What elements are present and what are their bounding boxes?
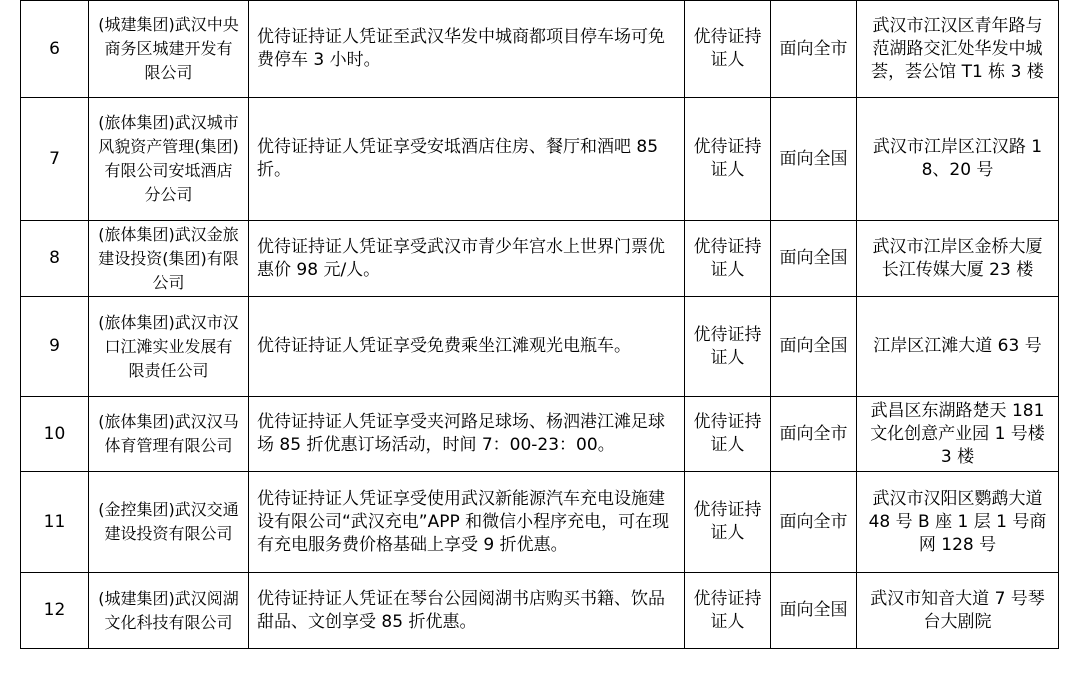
unit-name bbox=[89, 472, 249, 573]
benefit-description: 优待证持证人凭证至武汉华发中城商都项目停车场可免费停车 3 小时。 bbox=[249, 1, 685, 98]
benefits-table bbox=[20, 0, 1059, 649]
row-number: 11 bbox=[21, 472, 89, 573]
unit-name bbox=[89, 573, 249, 649]
benefit-description: 优待证持证人凭证享受免费乘坐江滩观光电瓶车。 bbox=[249, 297, 685, 397]
target-group: 优待证持证人 bbox=[685, 297, 771, 397]
address: 武汉市江岸区江汉路 18、20 号 bbox=[857, 98, 1059, 221]
target-group: 优待证持证人 bbox=[685, 98, 771, 221]
unit-name bbox=[89, 98, 249, 221]
target-group: 优待证持证人 bbox=[685, 573, 771, 649]
row-number: 9 bbox=[21, 297, 89, 397]
table-row bbox=[21, 573, 1059, 649]
unit-name-text: (旅体集团)武汉城市风貌资产管理(集团)有限公司安坻酒店分公司 bbox=[98, 113, 239, 204]
benefit-description: 优待证持证人凭证享受夹河路足球场、杨泗港江滩足球场 85 折优惠订场活动，时间 7：00-23：00。 bbox=[249, 397, 685, 472]
row-number: 6 bbox=[21, 1, 89, 98]
address: 武汉市汉阳区鹦鹉大道 48 号 B 座 1 层 1 号商网 128 号 bbox=[857, 472, 1059, 573]
unit-name-text: (城建集团)武汉阅湖文化科技有限公司 bbox=[98, 588, 239, 632]
scope: 面向全国 bbox=[771, 221, 857, 297]
unit-name-text: (旅体集团)武汉汉马体育管理有限公司 bbox=[98, 412, 239, 455]
unit-name-text: (城建集团)武汉中央商务区城建开发有限公司 bbox=[98, 15, 239, 82]
benefit-description: 优待证持证人凭证在琴台公园阅湖书店购买书籍、饮品甜品、文创享受 85 折优惠。 bbox=[249, 573, 685, 649]
benefit-description: 优待证持证人凭证享受使用武汉新能源汽车充电设施建设有限公司“武汉充电”APP 和微信小程序充电，可在现有充电服务费价格基础上享受 9 折优惠。 bbox=[249, 472, 685, 573]
table-row bbox=[21, 297, 1059, 397]
target-group: 优待证持证人 bbox=[685, 1, 771, 98]
table-row bbox=[21, 98, 1059, 221]
target-group: 优待证持证人 bbox=[685, 221, 771, 297]
scope: 面向全市 bbox=[771, 472, 857, 573]
scope: 面向全市 bbox=[771, 1, 857, 98]
unit-name bbox=[89, 397, 249, 472]
unit-name bbox=[89, 297, 249, 397]
table-row bbox=[21, 397, 1059, 472]
unit-name bbox=[89, 1, 249, 98]
target-group: 优待证持证人 bbox=[685, 472, 771, 573]
unit-name-text: (旅体集团)武汉市汉口江滩实业发展有限责任公司 bbox=[98, 312, 239, 380]
address: 武汉市江岸区金桥大厦长江传媒大厦 23 楼 bbox=[857, 221, 1059, 297]
scope: 面向全国 bbox=[771, 573, 857, 649]
table-row bbox=[21, 472, 1059, 573]
scope: 面向全国 bbox=[771, 297, 857, 397]
target-group: 优待证持证人 bbox=[685, 397, 771, 472]
unit-name-text: (金控集团)武汉交通建设投资有限公司 bbox=[98, 500, 239, 543]
benefit-description: 优待证持证人凭证享受武汉市青少年宫水上世界门票优惠价 98 元/人。 bbox=[249, 221, 685, 297]
benefit-description: 优待证持证人凭证享受安坻酒店住房、餐厅和酒吧 85 折。 bbox=[249, 98, 685, 221]
row-number: 12 bbox=[21, 573, 89, 649]
address: 武汉市知音大道 7 号琴台大剧院 bbox=[857, 573, 1059, 649]
row-number: 7 bbox=[21, 98, 89, 221]
table-row bbox=[21, 221, 1059, 297]
scope: 面向全国 bbox=[771, 98, 857, 221]
benefits-table-page bbox=[20, 0, 1058, 649]
address: 武昌区东湖路楚天 181 文化创意产业园 1 号楼 3 楼 bbox=[857, 397, 1059, 472]
scope: 面向全市 bbox=[771, 397, 857, 472]
address: 江岸区江滩大道 63 号 bbox=[857, 297, 1059, 397]
row-number: 10 bbox=[21, 397, 89, 472]
unit-name bbox=[89, 221, 249, 297]
table-row bbox=[21, 1, 1059, 98]
row-number: 8 bbox=[21, 221, 89, 297]
address: 武汉市江汉区青年路与范湖路交汇处华发中城荟，荟公馆 T1 栋 3 楼 bbox=[857, 1, 1059, 98]
unit-name-text: (旅体集团)武汉金旅建设投资(集团)有限公司 bbox=[98, 224, 239, 292]
